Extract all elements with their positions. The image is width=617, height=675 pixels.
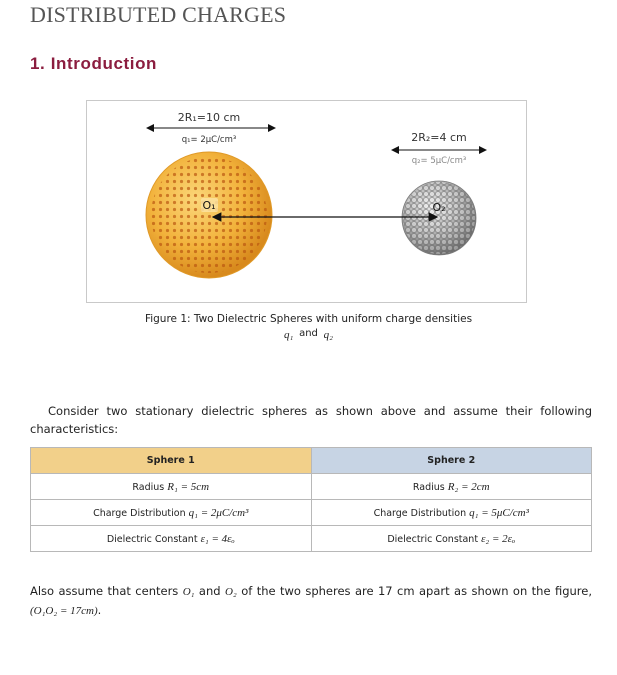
final-paragraph [30, 582, 592, 620]
intro-paragraph: Consider two stationary dielectric spheres as shown above and assume their following characteristics: [30, 404, 592, 436]
sphere1-header: Sphere 1 [31, 448, 312, 474]
figure-frame [86, 100, 527, 303]
table-header-row [31, 448, 592, 474]
cell-label: Dielectric Constant [387, 533, 479, 545]
final-text-a: Also assume that centers [30, 584, 179, 598]
cell-math: q₁ = 5μC/cm³ [469, 506, 529, 519]
caption-q1: q₁ [284, 329, 294, 341]
sphere1-graphic [146, 152, 272, 278]
sphere2-center-label: O₂ [432, 201, 446, 214]
figure-svg [87, 101, 526, 302]
cell-label: Radius [412, 481, 445, 493]
table-cell [31, 474, 312, 500]
figure-caption-symbols [0, 329, 617, 341]
cell-math: R₂ = 2cm [447, 480, 490, 493]
cell-math: q₁ = 2μC/cm³ [188, 506, 249, 519]
cell-math: R₁ = 5cm [167, 480, 210, 493]
table-row [31, 526, 592, 552]
final-text-d: . [97, 603, 102, 617]
table-cell [311, 526, 592, 552]
final-text-c: of the two spheres are 17 cm apart as shown on the figure, [241, 584, 592, 598]
cell-label: Dielectric Constant [106, 533, 198, 545]
table-cell [31, 500, 312, 526]
sphere2-diameter-label: 2R₂=4 cm [411, 131, 467, 144]
document-title: DISTRIBUTED CHARGES [30, 2, 287, 27]
table-cell [311, 500, 592, 526]
sphere2-charge-label: q₂= 5μC/cm³ [411, 156, 467, 166]
sphere1-charge-label: q₁= 2μC/cm³ [181, 135, 237, 145]
table-row [31, 500, 592, 526]
caption-and: and [299, 328, 318, 339]
table-row [31, 474, 592, 500]
sphere1-diameter-label: 2R₁=10 cm [177, 111, 241, 124]
table-cell [311, 474, 592, 500]
sphere2-header: Sphere 2 [311, 448, 592, 474]
cell-math: ε₂ = 2εₒ [481, 532, 516, 545]
distance-formula: (O₁O₂ = 17cm) [30, 605, 98, 617]
center-o1: O₁ [182, 586, 195, 598]
figure-caption: Figure 1: Two Dielectric Spheres with uniform charge densities [144, 313, 473, 325]
cell-label: Radius [132, 481, 165, 493]
final-text-b: and [198, 584, 221, 598]
sphere1-center-label: O₁ [202, 199, 216, 212]
center-o2: O₂ [224, 586, 237, 598]
cell-label: Charge Distribution [373, 507, 467, 519]
cell-label: Charge Distribution [93, 507, 186, 519]
section-title: 1. Introduction [30, 54, 158, 73]
cell-math: ε₁ = 4εₒ [200, 532, 235, 545]
sphere-properties-table [30, 447, 592, 552]
caption-q2: q₂ [323, 329, 333, 341]
sphere2-graphic [402, 181, 476, 255]
table-cell [31, 526, 312, 552]
